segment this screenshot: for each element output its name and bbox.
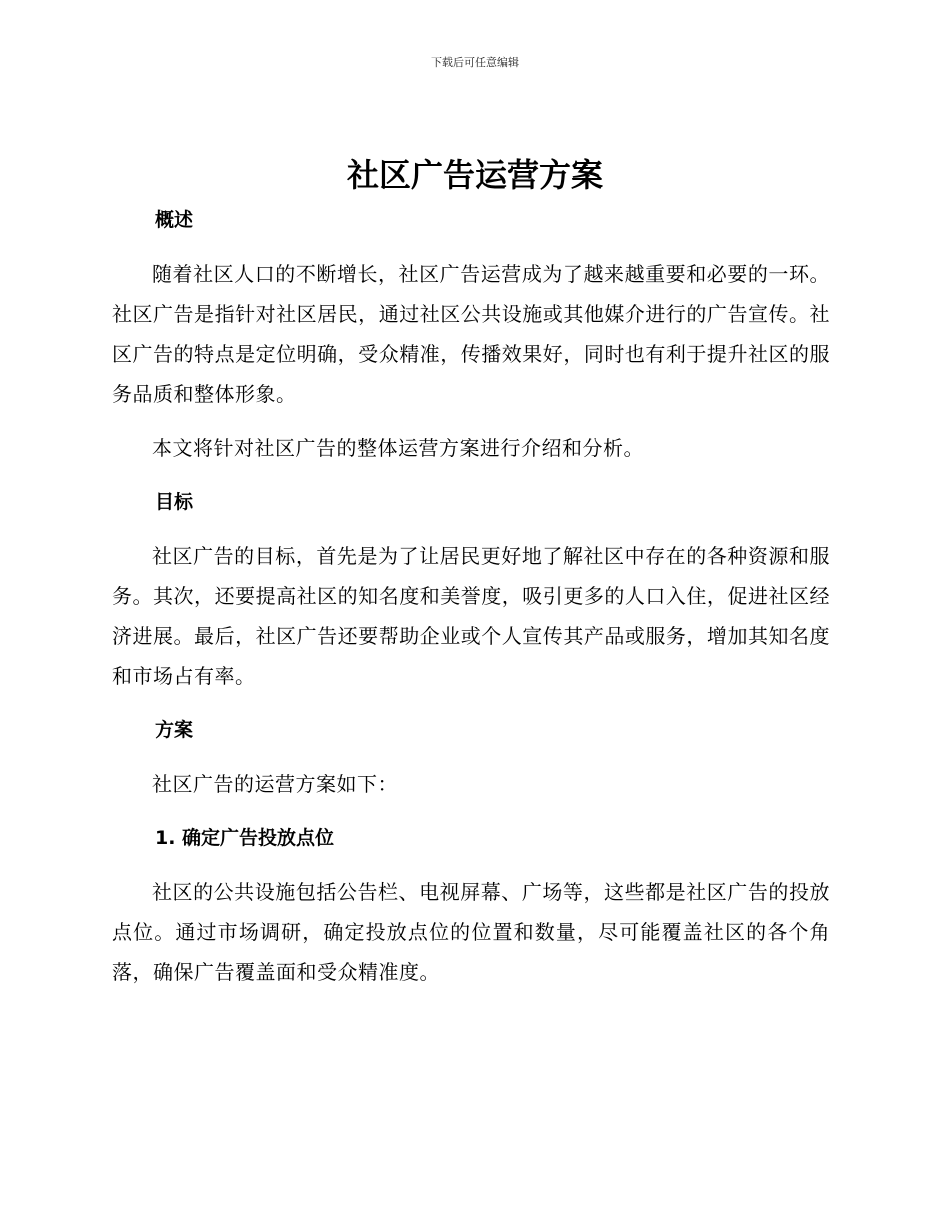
document-body [112, 200, 830, 992]
overview-paragraph-1: 随着社区人口的不断增长，社区广告运营成为了越来越重要和必要的一环。社区广告是指针对社区居民，通过社区公共设施或其他媒介进行的广告宣传。社区广告的特点是定位明确，受众精准，传播效果好，同时也有利于提升社区的服务品质和整体形象。 [112, 262, 830, 406]
plan-item-1-text: 社区的公共设施包括公告栏、电视屏幕、广场等，这些都是社区广告的投放点位。通过市场调研，确定投放点位的位置和数量，尽可能覆盖社区的各个角落，确保广告覆盖面和受众精准度。 [112, 880, 830, 984]
section-heading-plan: 方案 [155, 719, 194, 741]
plan-item-1-heading: 1. 确定广告投放点位 [155, 827, 335, 849]
plan-intro: 社区广告的运营方案如下： [152, 772, 398, 796]
goals-paragraph-1: 社区广告的目标，首先是为了让居民更好地了解社区中存在的各种资源和服务。其次，还要提高社区的知名度和美誉度，吸引更多的人口入住，促进社区经济进展。最后，社区广告还要帮助企业或个人宣传其产品或服务，增加其知名度和市场占有率。 [112, 544, 830, 688]
overview-paragraph-2: 本文将针对社区广告的整体运营方案进行介绍和分析。 [152, 436, 644, 460]
document-title: 社区广告运营方案 [346, 156, 603, 194]
header-note: 下载后可任意编辑 [431, 56, 519, 69]
section-heading-goals: 目标 [155, 491, 194, 513]
section-heading-overview: 概述 [155, 209, 194, 231]
